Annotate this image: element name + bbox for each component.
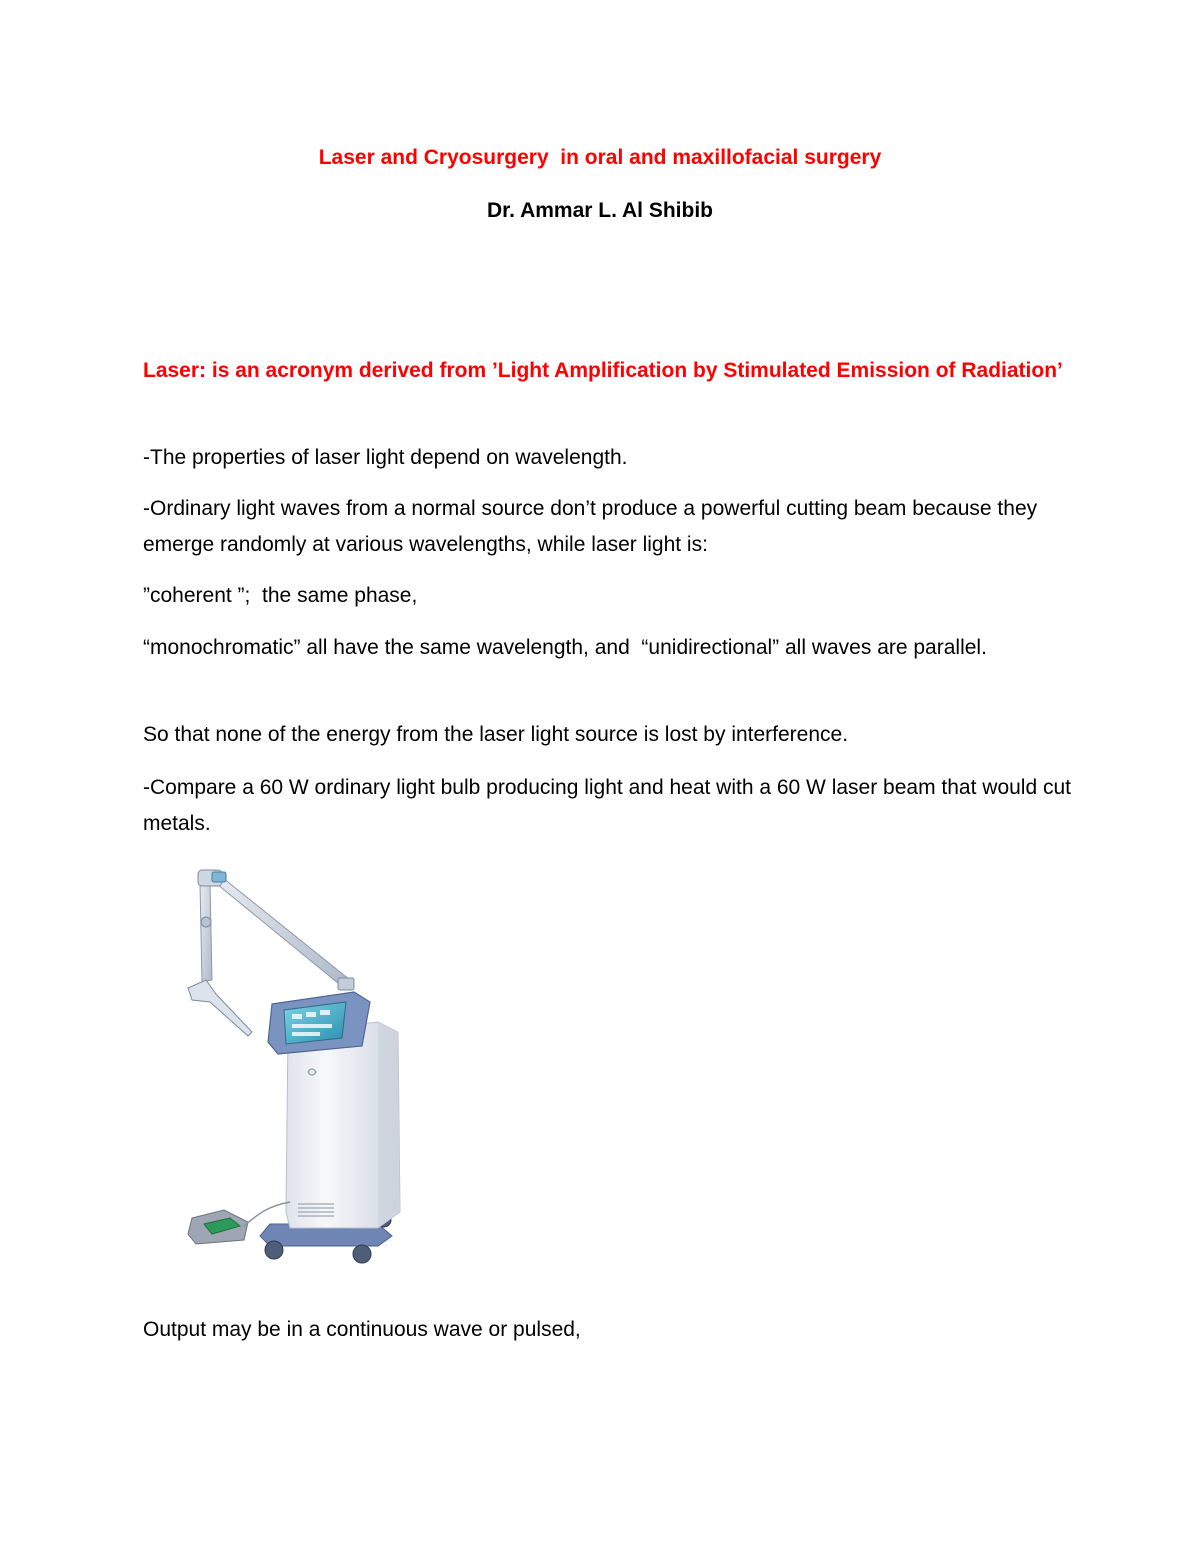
wheel-front-right [353,1245,371,1263]
laser-machine-illustration [178,862,418,1272]
wheel-front-left [265,1241,283,1259]
document-author: Dr. Ammar L. Al Shibib [487,199,713,222]
document-title: Laser and Cryosurgery in oral and maxillofacial surgery [318,146,882,169]
pedal-cable [244,1202,290,1226]
paragraph-output: Output may be in a continuous wave or pulsed, [143,1318,581,1341]
handpiece [188,980,252,1036]
arm-mount [338,978,354,990]
laser-definition: Laser: is an acronym derived from ’Light Amplification by Stimulated Emission of Radiation’ [143,359,1063,382]
paragraph-wavelength: -The properties of laser light depend on wavelength. [143,446,628,469]
touch-screen [284,1002,346,1044]
paragraph-interference: So that none of the energy from the laser light source is lost by interference. [143,723,849,746]
articulated-arm-lower [200,882,212,982]
arm-joint-middle [201,917,211,927]
paragraph-coherent: ”coherent ”; the same phase, [143,584,418,607]
paragraph-monochromatic: “monochromatic” all have the same wavelength, and “unidirectional” all waves are parallel. [143,636,987,659]
paragraph-compare: -Compare a 60 W ordinary light bulb producing light and heat with a 60 W laser beam that would cut metals. [143,776,1077,835]
articulated-arm-upper [212,874,350,988]
paragraph-ordinary-light: -Ordinary light waves from a normal source don’t produce a powerful cutting beam because they emerge randomly at various wavelengths, while laser light is: [143,497,1043,556]
